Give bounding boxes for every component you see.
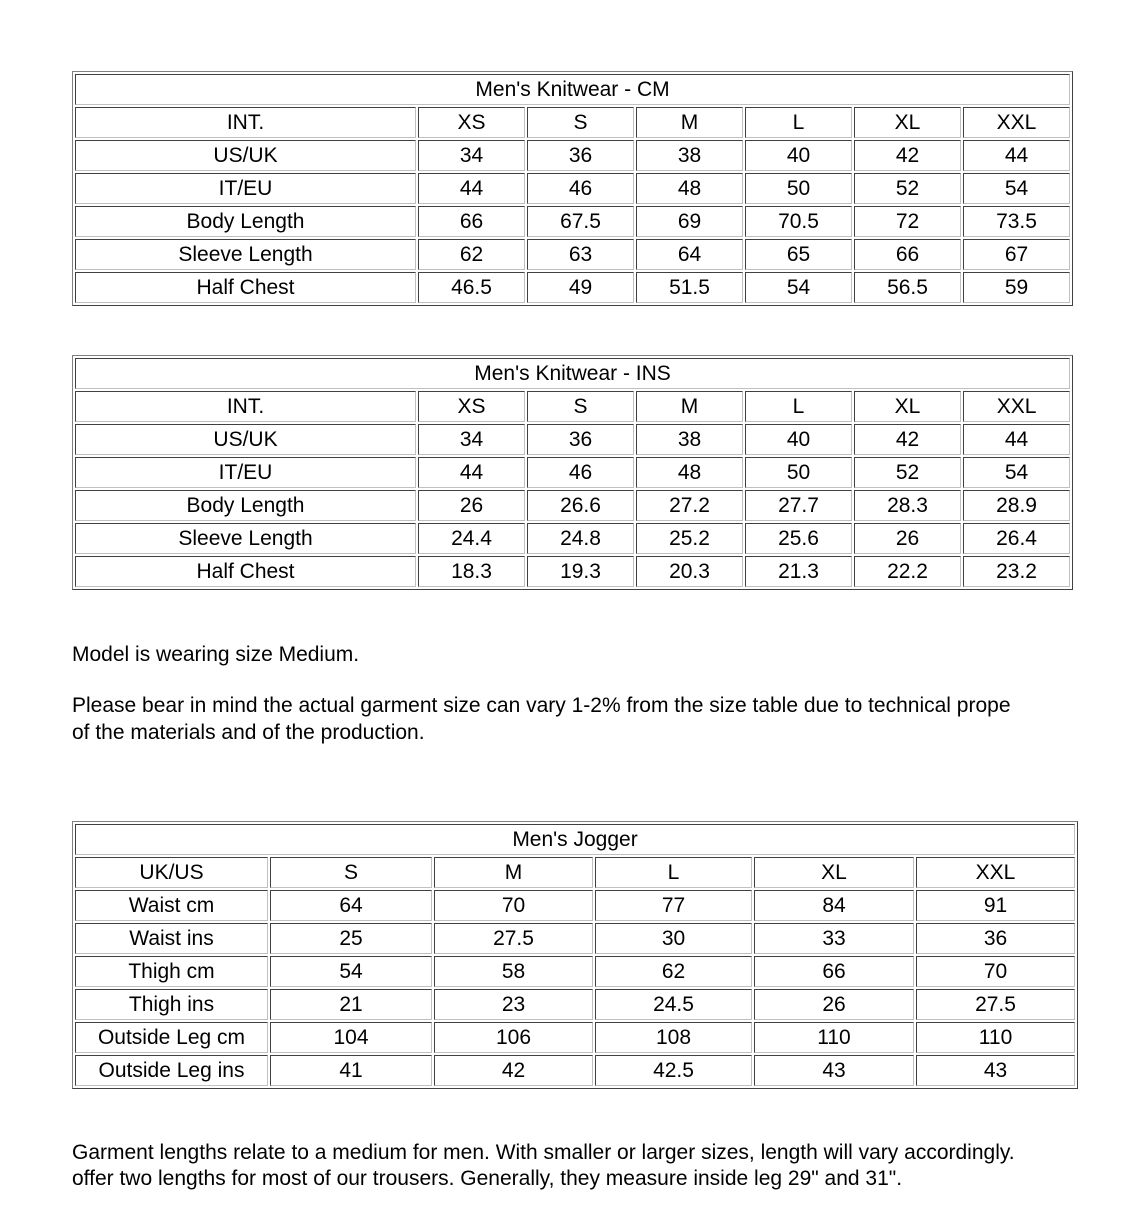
table-cell: 26.4 bbox=[963, 523, 1070, 554]
table-header-row bbox=[75, 857, 1075, 888]
table-cell: 52 bbox=[854, 457, 961, 488]
table-cell: 27.2 bbox=[636, 490, 743, 521]
table-cell: 27.5 bbox=[916, 989, 1075, 1020]
table-cell: 70 bbox=[434, 890, 593, 921]
header-cell: L bbox=[745, 107, 852, 138]
table-cell: 28.9 bbox=[963, 490, 1070, 521]
table-cell: 26.6 bbox=[527, 490, 634, 521]
table-cell: 67.5 bbox=[527, 206, 634, 237]
table-cell: 43 bbox=[754, 1055, 914, 1086]
header-cell: UK/US bbox=[75, 857, 268, 888]
table-cell: 23 bbox=[434, 989, 593, 1020]
table-cell: 110 bbox=[916, 1022, 1075, 1053]
table-title: Men's Knitwear - INS bbox=[75, 358, 1070, 389]
row-label: Waist cm bbox=[75, 890, 268, 921]
table-cell: 33 bbox=[754, 923, 914, 954]
table-cell: 25 bbox=[270, 923, 432, 954]
table-cell: 44 bbox=[418, 173, 525, 204]
row-label: Outside Leg cm bbox=[75, 1022, 268, 1053]
row-label: Body Length bbox=[75, 206, 416, 237]
table-row bbox=[75, 890, 1075, 921]
table-cell: 84 bbox=[754, 890, 914, 921]
row-label: Sleeve Length bbox=[75, 239, 416, 270]
table-cell: 73.5 bbox=[963, 206, 1070, 237]
table-cell: 24.8 bbox=[527, 523, 634, 554]
table-cell: 40 bbox=[745, 140, 852, 171]
table-cell: 38 bbox=[636, 140, 743, 171]
header-cell: S bbox=[527, 107, 634, 138]
table-cell: 48 bbox=[636, 457, 743, 488]
table-cell: 44 bbox=[418, 457, 525, 488]
table-cell: 72 bbox=[854, 206, 961, 237]
table-row bbox=[75, 989, 1075, 1020]
header-cell: XS bbox=[418, 107, 525, 138]
table-row bbox=[75, 457, 1070, 488]
table-cell: 66 bbox=[754, 956, 914, 987]
row-label: IT/EU bbox=[75, 173, 416, 204]
table-title: Men's Knitwear - CM bbox=[75, 74, 1070, 105]
table-cell: 62 bbox=[418, 239, 525, 270]
header-cell: M bbox=[434, 857, 593, 888]
table-cell: 22.2 bbox=[854, 556, 961, 587]
table-cell: 46.5 bbox=[418, 272, 525, 303]
table-row bbox=[75, 140, 1070, 171]
table-cell: 54 bbox=[963, 457, 1070, 488]
table-cell: 50 bbox=[745, 173, 852, 204]
table-cell: 54 bbox=[270, 956, 432, 987]
table-cell: 42 bbox=[854, 140, 961, 171]
table-cell: 52 bbox=[854, 173, 961, 204]
row-label: US/UK bbox=[75, 140, 416, 171]
table-cell: 21 bbox=[270, 989, 432, 1020]
table-cell: 59 bbox=[963, 272, 1070, 303]
table-row bbox=[75, 523, 1070, 554]
table-cell: 56.5 bbox=[854, 272, 961, 303]
table-cell: 63 bbox=[527, 239, 634, 270]
table-cell: 41 bbox=[270, 1055, 432, 1086]
table-title: Men's Jogger bbox=[75, 824, 1075, 855]
table-cell: 42 bbox=[434, 1055, 593, 1086]
table-cell: 28.3 bbox=[854, 490, 961, 521]
header-cell: XL bbox=[854, 107, 961, 138]
table-cell: 26 bbox=[854, 523, 961, 554]
table-cell: 54 bbox=[745, 272, 852, 303]
table-cell: 104 bbox=[270, 1022, 432, 1053]
table-cell: 25.6 bbox=[745, 523, 852, 554]
table-cell: 110 bbox=[754, 1022, 914, 1053]
table-cell: 42 bbox=[854, 424, 961, 455]
table-cell: 106 bbox=[434, 1022, 593, 1053]
table-cell: 91 bbox=[916, 890, 1075, 921]
header-cell: XXL bbox=[963, 391, 1070, 422]
header-cell: XXL bbox=[916, 857, 1075, 888]
table-header-row bbox=[75, 107, 1070, 138]
header-cell: S bbox=[270, 857, 432, 888]
table-row bbox=[75, 1022, 1075, 1053]
row-label: IT/EU bbox=[75, 457, 416, 488]
row-label: Half Chest bbox=[75, 556, 416, 587]
table-cell: 66 bbox=[418, 206, 525, 237]
table-cell: 23.2 bbox=[963, 556, 1070, 587]
table-cell: 46 bbox=[527, 173, 634, 204]
table-row bbox=[75, 272, 1070, 303]
row-label: US/UK bbox=[75, 424, 416, 455]
table-cell: 49 bbox=[527, 272, 634, 303]
table-cell: 36 bbox=[916, 923, 1075, 954]
table-cell: 40 bbox=[745, 424, 852, 455]
table-cell: 24.5 bbox=[595, 989, 752, 1020]
table-cell: 18.3 bbox=[418, 556, 525, 587]
table-row bbox=[75, 1055, 1075, 1086]
table-row bbox=[75, 239, 1070, 270]
knitwear-ins-table bbox=[72, 355, 1073, 590]
table-cell: 62 bbox=[595, 956, 752, 987]
table-row bbox=[75, 956, 1075, 987]
header-cell: M bbox=[636, 391, 743, 422]
header-cell: S bbox=[527, 391, 634, 422]
header-cell: L bbox=[595, 857, 752, 888]
table-cell: 70.5 bbox=[745, 206, 852, 237]
table-cell: 36 bbox=[527, 424, 634, 455]
table-cell: 30 bbox=[595, 923, 752, 954]
jogger-size-table bbox=[72, 821, 1078, 1089]
table-cell: 42.5 bbox=[595, 1055, 752, 1086]
table-cell: 34 bbox=[418, 140, 525, 171]
table-cell: 65 bbox=[745, 239, 852, 270]
table-cell: 19.3 bbox=[527, 556, 634, 587]
table-cell: 64 bbox=[270, 890, 432, 921]
table-cell: 43 bbox=[916, 1055, 1075, 1086]
table-cell: 34 bbox=[418, 424, 525, 455]
row-label: Body Length bbox=[75, 490, 416, 521]
table-cell: 21.3 bbox=[745, 556, 852, 587]
table-cell: 70 bbox=[916, 956, 1075, 987]
table-header-row bbox=[75, 391, 1070, 422]
table-row bbox=[75, 923, 1075, 954]
table-cell: 69 bbox=[636, 206, 743, 237]
header-cell: M bbox=[636, 107, 743, 138]
model-size-note: Model is wearing size Medium. bbox=[72, 643, 360, 666]
knitwear-cm-table bbox=[72, 71, 1073, 306]
table-cell: 50 bbox=[745, 457, 852, 488]
row-label: Thigh ins bbox=[75, 989, 268, 1020]
table-cell: 20.3 bbox=[636, 556, 743, 587]
table-title-row bbox=[75, 74, 1070, 105]
row-label: Half Chest bbox=[75, 272, 416, 303]
header-cell: INT. bbox=[75, 107, 416, 138]
table-cell: 77 bbox=[595, 890, 752, 921]
table-row bbox=[75, 490, 1070, 521]
table-cell: 66 bbox=[854, 239, 961, 270]
header-cell: INT. bbox=[75, 391, 416, 422]
header-cell: XL bbox=[754, 857, 914, 888]
table-cell: 27.7 bbox=[745, 490, 852, 521]
table-title-row bbox=[75, 824, 1075, 855]
table-cell: 51.5 bbox=[636, 272, 743, 303]
header-cell: XL bbox=[854, 391, 961, 422]
table-cell: 26 bbox=[754, 989, 914, 1020]
row-label: Thigh cm bbox=[75, 956, 268, 987]
table-row bbox=[75, 206, 1070, 237]
garment-length-note-continued: offer two lengths for most of our trousers. Generally, they measure inside leg 29" and 31". bbox=[72, 1167, 903, 1190]
table-cell: 58 bbox=[434, 956, 593, 987]
table-cell: 54 bbox=[963, 173, 1070, 204]
size-variance-note: Please bear in mind the actual garment size can vary 1-2% from the size table due to technical prope bbox=[72, 694, 1011, 717]
garment-length-note: Garment lengths relate to a medium for men. With smaller or larger sizes, length will vary accordingly. bbox=[72, 1141, 1015, 1164]
table-cell: 48 bbox=[636, 173, 743, 204]
table-cell: 26 bbox=[418, 490, 525, 521]
row-label: Sleeve Length bbox=[75, 523, 416, 554]
table-cell: 44 bbox=[963, 424, 1070, 455]
header-cell: XS bbox=[418, 391, 525, 422]
table-cell: 25.2 bbox=[636, 523, 743, 554]
table-row bbox=[75, 173, 1070, 204]
table-cell: 108 bbox=[595, 1022, 752, 1053]
header-cell: L bbox=[745, 391, 852, 422]
table-cell: 67 bbox=[963, 239, 1070, 270]
row-label: Waist ins bbox=[75, 923, 268, 954]
table-cell: 24.4 bbox=[418, 523, 525, 554]
table-cell: 64 bbox=[636, 239, 743, 270]
table-row bbox=[75, 556, 1070, 587]
row-label: Outside Leg ins bbox=[75, 1055, 268, 1086]
table-cell: 27.5 bbox=[434, 923, 593, 954]
table-cell: 44 bbox=[963, 140, 1070, 171]
table-title-row bbox=[75, 358, 1070, 389]
table-cell: 46 bbox=[527, 457, 634, 488]
table-cell: 38 bbox=[636, 424, 743, 455]
table-row bbox=[75, 424, 1070, 455]
header-cell: XXL bbox=[963, 107, 1070, 138]
table-cell: 36 bbox=[527, 140, 634, 171]
size-variance-note-continued: of the materials and of the production. bbox=[72, 721, 425, 744]
